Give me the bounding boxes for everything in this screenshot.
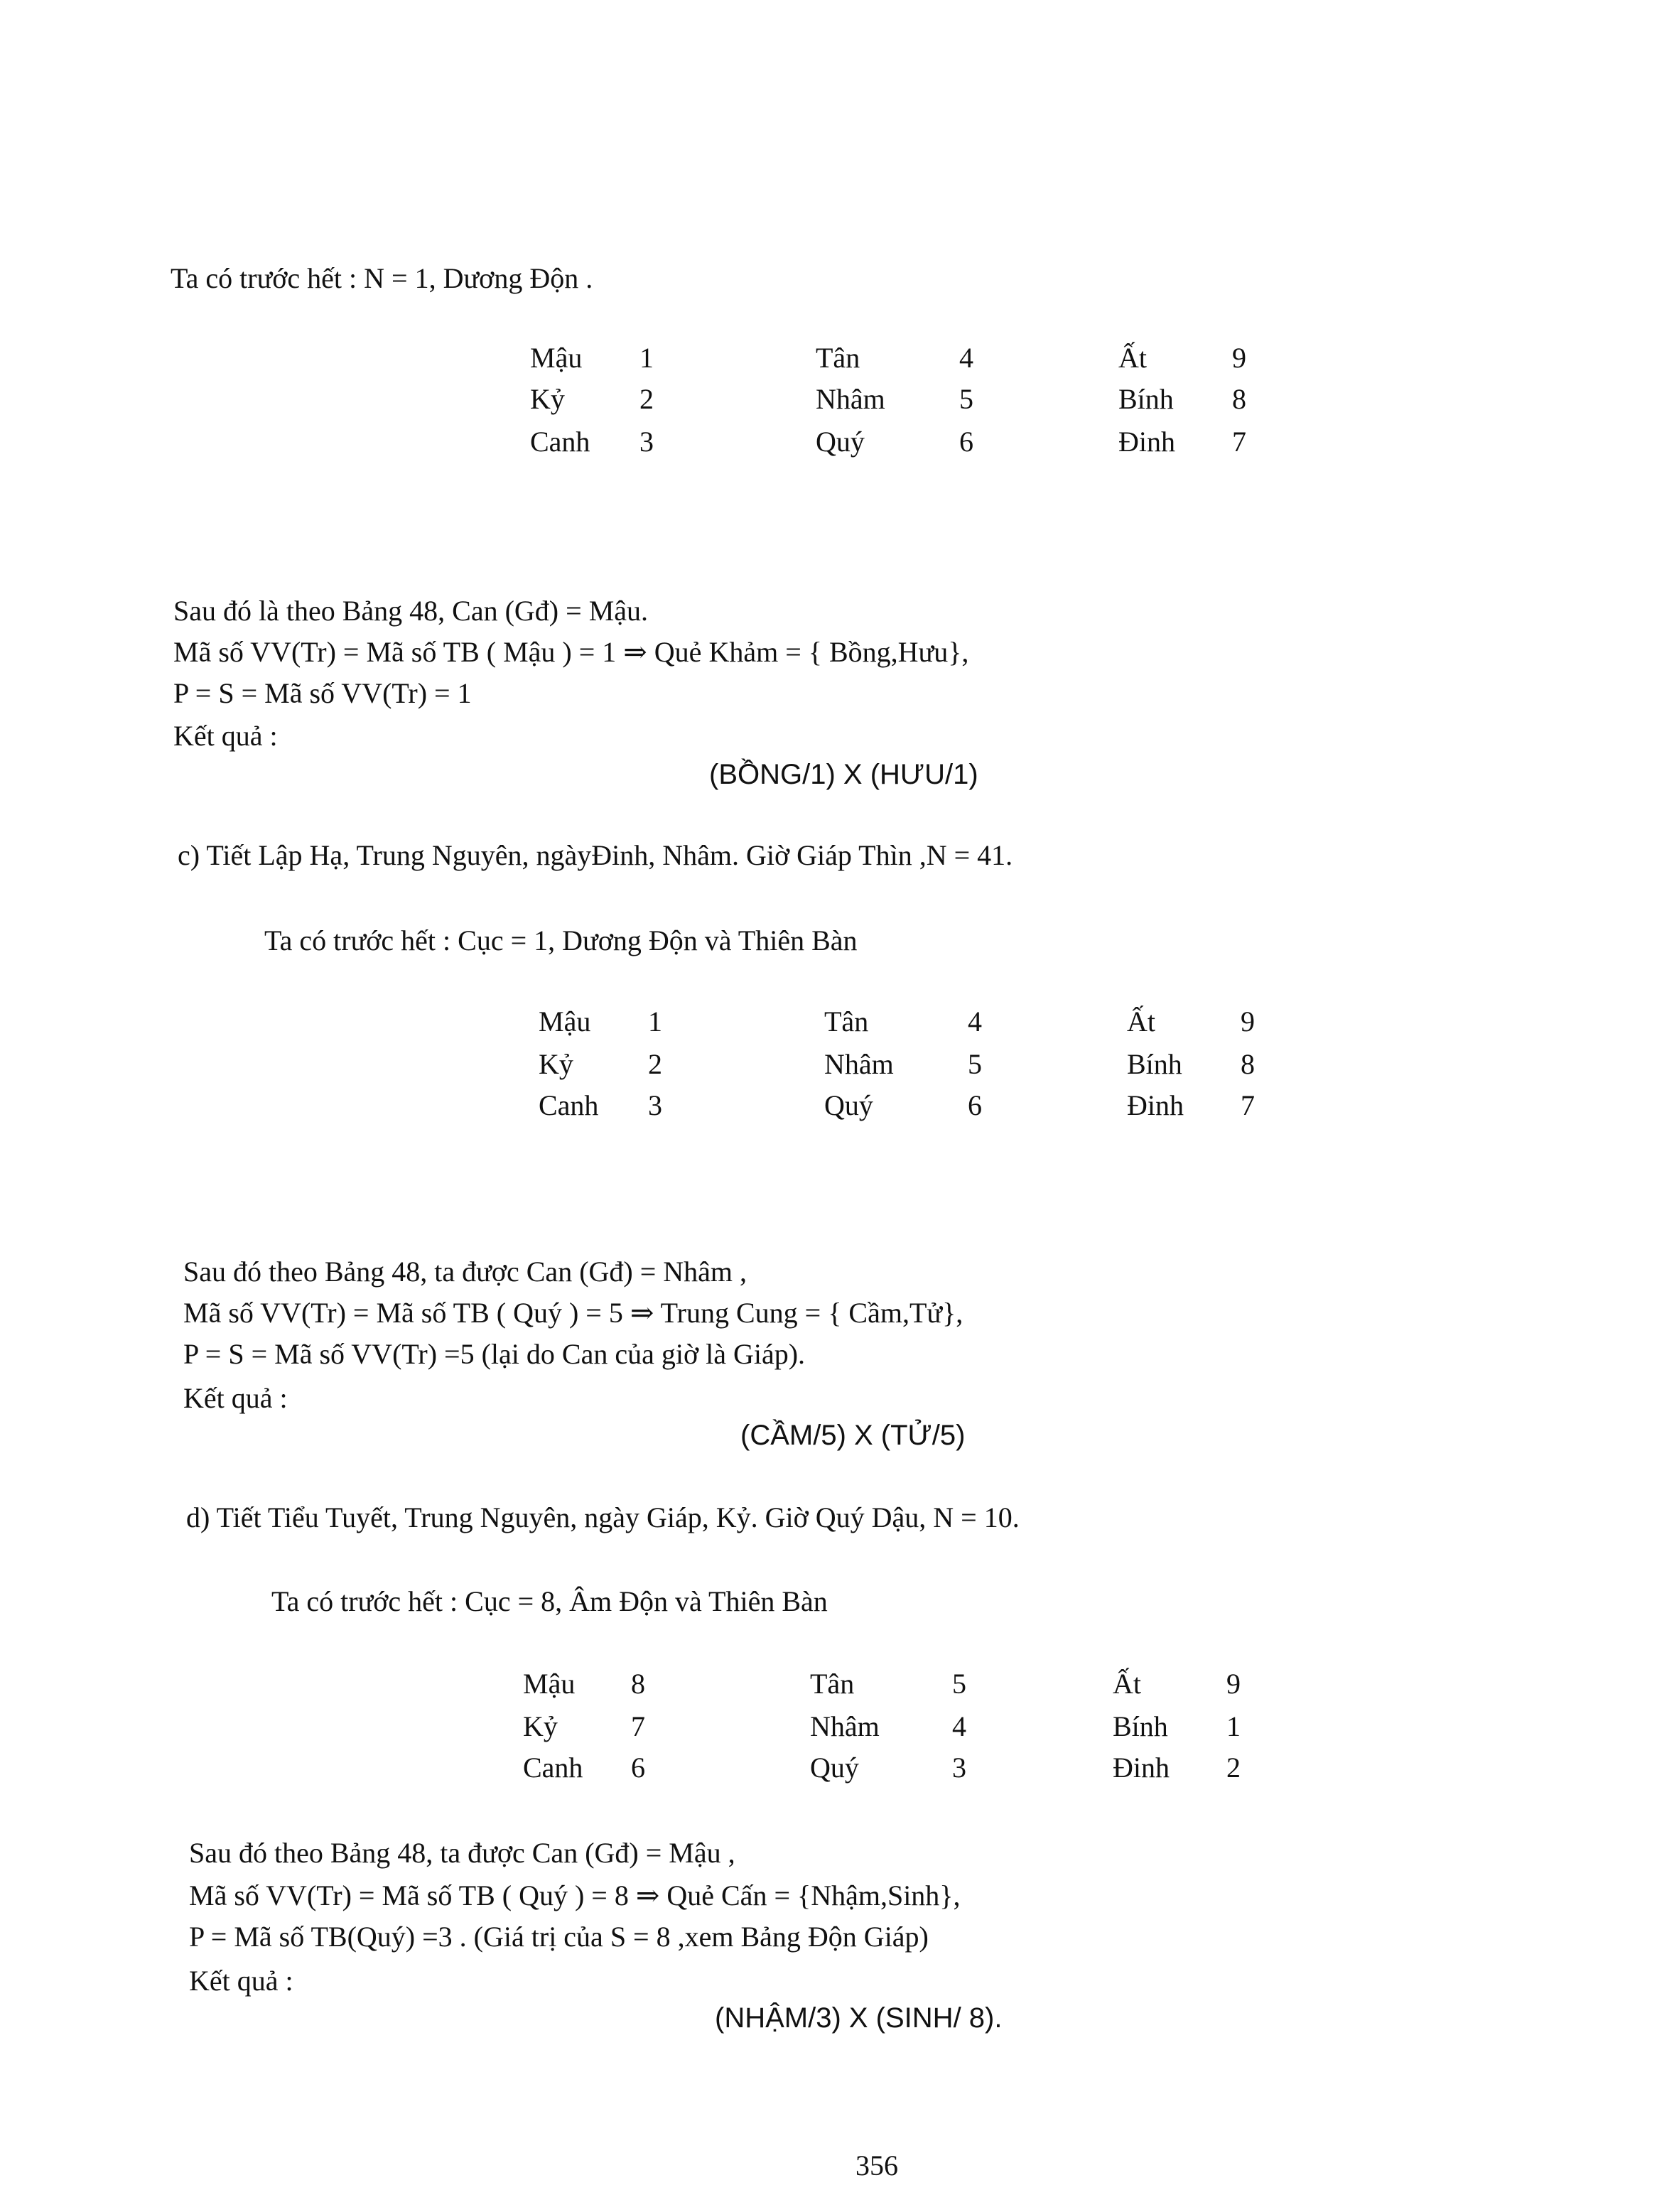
table-cell: Đinh xyxy=(1118,426,1175,458)
table-cell: 1 xyxy=(639,342,654,374)
table-cell: 2 xyxy=(1226,1752,1241,1784)
table-cell: Tân xyxy=(810,1668,855,1700)
table-cell: Kỷ xyxy=(530,383,565,415)
section1-line: P = S = Mã số VV(Tr) = 1 xyxy=(173,677,472,709)
table-cell: Ất xyxy=(1118,342,1147,374)
table-cell: Bính xyxy=(1113,1710,1168,1742)
section1-line: Sau đó là theo Bảng 48, Can (Gđ) = Mậu. xyxy=(173,595,649,627)
section2-line: P = S = Mã số VV(Tr) =5 (lại do Can của giờ là Giáp). xyxy=(183,1338,806,1370)
table-cell: Đinh xyxy=(1127,1089,1184,1121)
table-cell: Nhâm xyxy=(810,1710,880,1742)
section1-result: (BỒNG/1) X (HƯU/1) xyxy=(709,759,978,790)
section3-result: (NHẬM/3) X (SINH/ 8). xyxy=(715,2002,1003,2034)
table-cell: 8 xyxy=(1232,383,1246,415)
table-cell: 7 xyxy=(1232,426,1246,458)
section2-line: Sau đó theo Bảng 48, ta được Can (Gđ) = Nhâm , xyxy=(183,1256,747,1288)
table-cell: 1 xyxy=(648,1005,662,1037)
table-cell: 3 xyxy=(648,1089,662,1121)
table-cell: Canh xyxy=(523,1752,583,1784)
table-cell: 4 xyxy=(952,1710,966,1742)
table-cell: 2 xyxy=(648,1048,662,1080)
table-cell: Tân xyxy=(824,1005,869,1037)
section3-heading: d) Tiết Tiểu Tuyết, Trung Nguyên, ngày Giáp, Kỷ. Giờ Quý Dậu, N = 10. xyxy=(186,1501,1020,1533)
table-cell: Bính xyxy=(1118,383,1174,415)
table-cell: Tân xyxy=(816,342,860,374)
table-cell: 5 xyxy=(968,1048,982,1080)
table-cell: Ất xyxy=(1127,1005,1155,1037)
table-cell: Mậu xyxy=(530,342,583,374)
table-cell: 4 xyxy=(968,1005,982,1037)
table-cell: 9 xyxy=(1226,1668,1241,1700)
table-cell: 4 xyxy=(959,342,973,374)
table-cell: 8 xyxy=(1241,1048,1255,1080)
section1-line: Kết quả : xyxy=(173,720,278,752)
section3-line: P = Mã số TB(Quý) =3 . (Giá trị của S = 8 ,xem Bảng Độn Giáp) xyxy=(189,1921,929,1953)
table-cell: Canh xyxy=(539,1089,599,1121)
table-cell: Quý xyxy=(824,1089,873,1121)
table-cell: 6 xyxy=(968,1089,982,1121)
table-cell: Quý xyxy=(810,1752,859,1784)
section1-line: Mã số VV(Tr) = Mã số TB ( Mậu ) = 1 ⇒ Quẻ Khảm = { Bồng,Hưu}, xyxy=(173,636,969,668)
section2-intro: Ta có trước hết : Cục = 1, Dương Độn và Thiên Bàn xyxy=(264,924,858,956)
table-cell: Canh xyxy=(530,426,590,458)
table-cell: Mậu xyxy=(523,1668,576,1700)
table-cell: Quý xyxy=(816,426,865,458)
table-cell: 5 xyxy=(959,383,973,415)
section3-intro: Ta có trước hết : Cục = 8, Âm Độn và Thiên Bàn xyxy=(271,1585,828,1617)
page-number: 356 xyxy=(855,2149,898,2181)
table-cell: Đinh xyxy=(1113,1752,1170,1784)
table-cell: 6 xyxy=(959,426,973,458)
table-cell: 9 xyxy=(1241,1005,1255,1037)
table-cell: 5 xyxy=(952,1668,966,1700)
table-cell: 8 xyxy=(631,1668,645,1700)
section3-line: Mã số VV(Tr) = Mã số TB ( Quý ) = 8 ⇒ Quẻ Cấn = {Nhậm,Sinh}, xyxy=(189,1879,961,1911)
section3-line: Kết quả : xyxy=(189,1965,293,1997)
table-cell: 6 xyxy=(631,1752,645,1784)
section2-line: Kết quả : xyxy=(183,1382,288,1414)
table-cell: 9 xyxy=(1232,342,1246,374)
table-cell: 3 xyxy=(639,426,654,458)
section2-line: Mã số VV(Tr) = Mã số TB ( Quý ) = 5 ⇒ Trung Cung = { Cầm,Tử}, xyxy=(183,1297,963,1329)
table-cell: 7 xyxy=(631,1710,645,1742)
table-cell: Bính xyxy=(1127,1048,1182,1080)
section1-intro: Ta có trước hết : N = 1, Dương Độn . xyxy=(171,262,593,294)
table-cell: Ất xyxy=(1113,1668,1141,1700)
section3-line: Sau đó theo Bảng 48, ta được Can (Gđ) = Mậu , xyxy=(189,1837,735,1869)
table-cell: 7 xyxy=(1241,1089,1255,1121)
table-cell: 1 xyxy=(1226,1710,1241,1742)
table-cell: Mậu xyxy=(539,1005,591,1037)
table-cell: 3 xyxy=(952,1752,966,1784)
table-cell: 2 xyxy=(639,383,654,415)
table-cell: Nhâm xyxy=(824,1048,894,1080)
section2-result: (CẦM/5) X (TỬ/5) xyxy=(740,1420,966,1451)
section2-heading: c) Tiết Lập Hạ, Trung Nguyên, ngàyĐinh, Nhâm. Giờ Giáp Thìn ,N = 41. xyxy=(178,839,1013,871)
table-cell: Kỷ xyxy=(539,1048,573,1080)
table-cell: Nhâm xyxy=(816,383,885,415)
table-cell: Kỷ xyxy=(523,1710,558,1742)
